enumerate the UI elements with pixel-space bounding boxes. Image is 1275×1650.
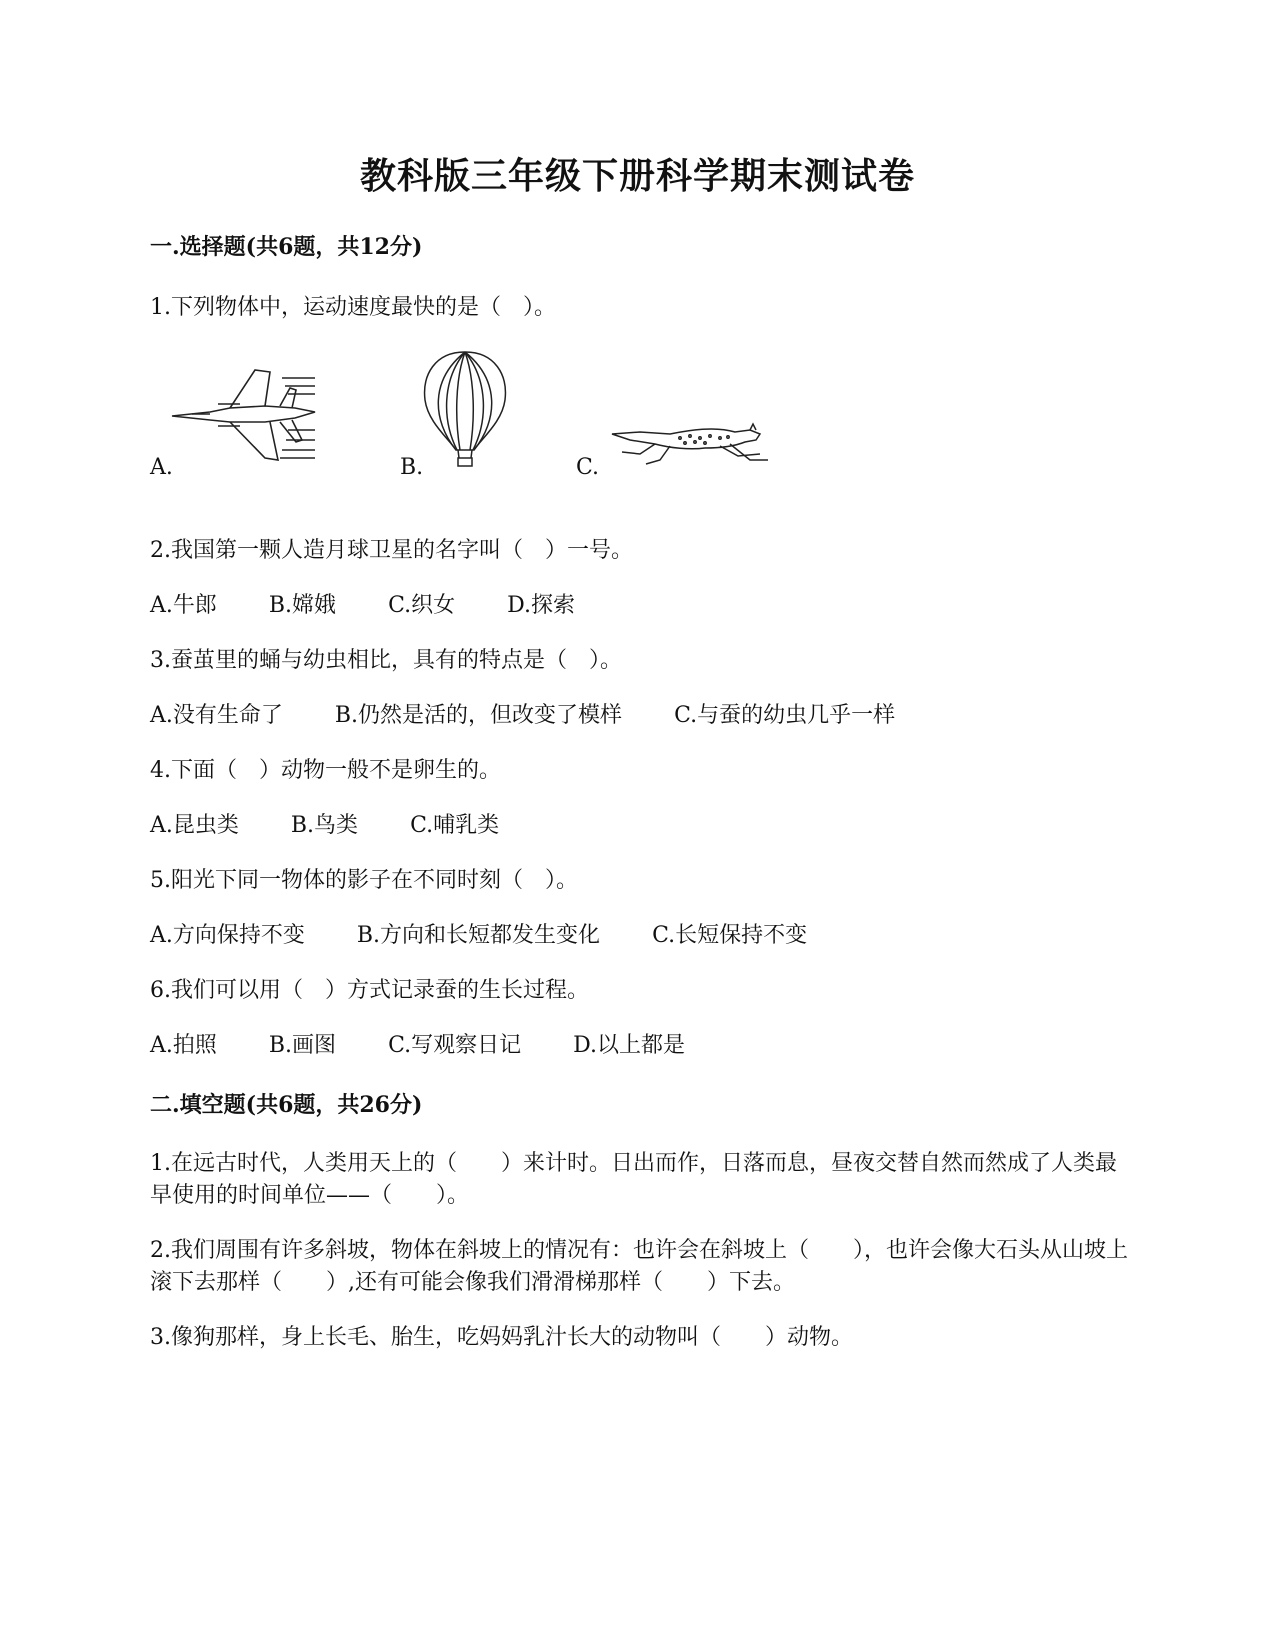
question-4: 4.下面（ ）动物一般不是卵生的。 <box>150 758 501 783</box>
option-b: B.嫦娥 <box>268 593 337 618</box>
fill-question-3: 3.像狗那样，身上长毛、胎生，吃妈妈乳汁长大的动物叫（ ）动物。 <box>150 1325 853 1350</box>
option-c: C.写观察日记 <box>388 1033 522 1058</box>
option-c: C.哺乳类 <box>410 813 500 838</box>
question-3-options <box>150 698 947 729</box>
option-d: D.探索 <box>507 593 575 618</box>
option-d: D.以上都是 <box>573 1033 685 1058</box>
section-heading-fill-blank: 二.填空题(共6题，共26分) <box>150 1092 423 1118</box>
fighter-jet-icon <box>170 368 320 468</box>
option-b: B.画图 <box>268 1033 337 1058</box>
question-6-options <box>150 1028 737 1059</box>
option-c-label: C. <box>576 455 600 480</box>
fill-question-1: 1.在远古时代，人类用天上的（ ）来计时。日出而作，日落而息，昼夜交替自然而然成了人类最早使用的时间单位——（ ）。 <box>150 1151 1117 1208</box>
option-a: A.方向保持不变 <box>150 923 305 948</box>
option-c: C.长短保持不变 <box>652 923 808 948</box>
question-2-options <box>150 588 627 619</box>
option-c: C.织女 <box>388 593 456 618</box>
option-b: B.方向和长短都发生变化 <box>356 923 601 948</box>
option-a-label: A. <box>150 455 173 480</box>
option-c: C.与蚕的幼虫几乎一样 <box>674 703 896 728</box>
page-title: 教科版三年级下册科学期末测试卷 <box>359 155 915 197</box>
option-a: A.昆虫类 <box>150 813 239 838</box>
question-6: 6.我们可以用（ ）方式记录蚕的生长过程。 <box>150 978 589 1003</box>
question-2: 2.我国第一颗人造月球卫星的名字叫（ ）一号。 <box>150 538 633 563</box>
option-a: A.牛郎 <box>150 593 217 618</box>
section-heading-choice: 一.选择题(共6题，共12分) <box>150 234 423 260</box>
question-5-options <box>150 918 859 949</box>
option-b: B.仍然是活的，但改变了模样 <box>334 703 623 728</box>
running-cheetah-icon <box>610 420 770 472</box>
hot-air-balloon-icon <box>420 350 510 468</box>
fill-question-2: 2.我们周围有许多斜坡，物体在斜坡上的情况有：也许会在斜坡上（ ），也许会像大石头从山坡上滚下去那样（ ）,还有可能会像我们滑滑梯那样（ ）下去。 <box>150 1238 1128 1295</box>
question-5: 5.阳光下同一物体的影子在不同时刻（ ）。 <box>150 868 578 893</box>
option-a: A.拍照 <box>150 1033 217 1058</box>
option-b-label: B. <box>400 455 424 480</box>
question-3: 3.蚕茧里的蛹与幼虫相比，具有的特点是（ ）。 <box>150 648 622 673</box>
question-1: 1.下列物体中，运动速度最快的是（ ）。 <box>150 295 556 320</box>
option-a: A.没有生命了 <box>150 703 283 728</box>
option-b: B.鸟类 <box>290 813 359 838</box>
question-4-options <box>150 808 551 839</box>
